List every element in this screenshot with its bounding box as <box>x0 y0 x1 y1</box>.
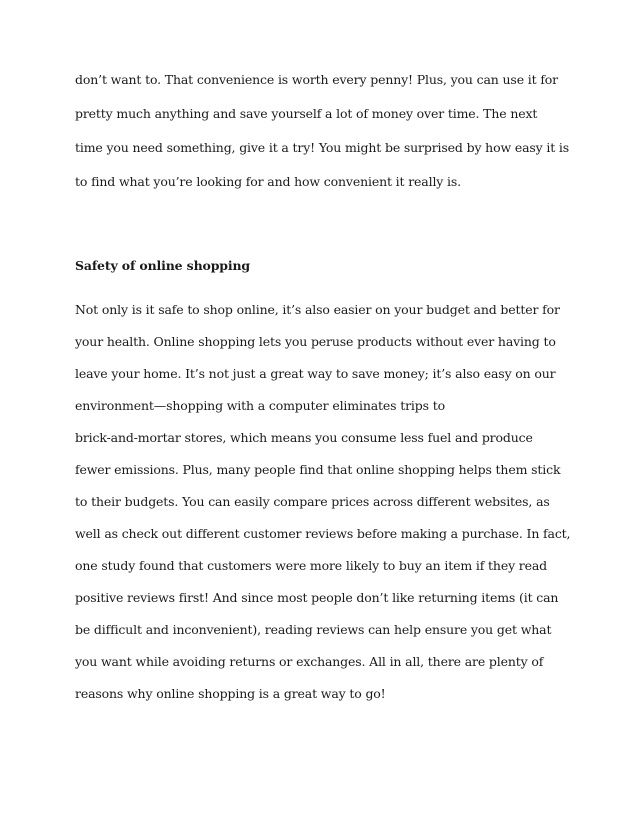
body-line-4: environment—shopping with a computer eliminates trips to <box>75 398 445 413</box>
body-line-5: brick-and-mortar stores, which means you consume less fuel and produce <box>75 430 533 445</box>
intro-line-1: don’t want to. That convenience is worth every penny! Plus, you can use it for <box>75 72 558 87</box>
body-line-2: your health. Online shopping lets you peruse products without ever having to <box>75 334 556 349</box>
intro-line-4: to find what you’re looking for and how convenient it really is. <box>75 174 461 189</box>
body-line-7: to their budgets. You can easily compare prices across different websites, as <box>75 494 550 509</box>
body-line-1: Not only is it safe to shop online, it’s also easier on your budget and better for <box>75 302 560 317</box>
section-heading: Safety of online shopping <box>75 258 250 273</box>
body-line-9: one study found that customers were more likely to buy an item if they read <box>75 558 548 573</box>
body-line-10: positive reviews first! And since most people don’t like returning items (it can <box>75 590 559 605</box>
body-line-3: leave your home. It’s not just a great way to save money; it’s also easy on our <box>75 366 556 381</box>
body-line-11: be difficult and inconvenient), reading reviews can help ensure you get what <box>75 622 552 637</box>
intro-line-3: time you need something, give it a try! You might be surprised by how easy it is <box>75 140 570 155</box>
body-line-8: well as check out different customer reviews before making a purchase. In fact, <box>75 526 571 541</box>
body-line-13: reasons why online shopping is a great way to go! <box>75 686 386 701</box>
body-line-12: you want while avoiding returns or exchanges. All in all, there are plenty of <box>75 654 544 669</box>
intro-line-2: pretty much anything and save yourself a lot of money over time. The next <box>75 106 538 121</box>
body-line-6: fewer emissions. Plus, many people find that online shopping helps them stick <box>75 462 561 477</box>
